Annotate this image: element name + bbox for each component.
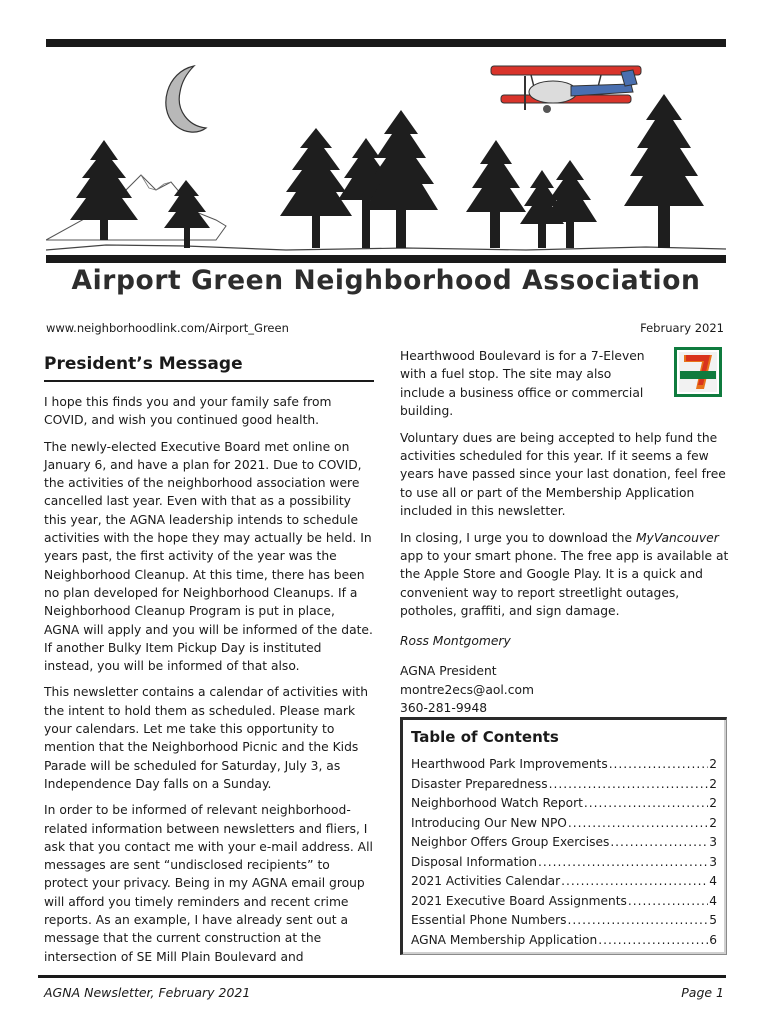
closing-paragraph: In closing, I urge you to download the MyVancouver app to your smart phone. The free app is available at the Apple Store and Google Play. It is a quick and convenient way to report streetlight outages, potholes, graffiti, and sign damage. <box>400 530 729 618</box>
toc-item[interactable]: Introducing Our New NPO ..... 2 <box>411 814 717 834</box>
footer-newsletter-title: AGNA Newsletter, February 2021 <box>44 985 251 1000</box>
toc-item[interactable]: AGNA Membership Application ..... 6 <box>411 931 717 951</box>
biplane-icon <box>491 66 641 113</box>
masthead-bottom-rule <box>46 255 726 263</box>
right-column <box>400 347 730 718</box>
toc-item[interactable]: 2021 Executive Board Assignments ..... 4 <box>411 892 717 912</box>
masthead-top-rule <box>46 39 726 47</box>
crescent-moon-icon <box>166 66 206 132</box>
signer-email[interactable]: montre2ecs@aol.com <box>400 682 534 697</box>
toc-item[interactable]: Disposal Information ..... 3 <box>411 853 717 873</box>
footer-rule <box>38 975 726 978</box>
toc-list <box>411 755 717 950</box>
toc-item[interactable]: 2021 Activities Calendar ..... 4 <box>411 872 717 892</box>
signer-phone: 360-281-9948 <box>400 701 488 716</box>
signature: Ross Montgomery <box>400 634 511 649</box>
toc-item[interactable]: Essential Phone Numbers ..... 5 <box>411 911 717 931</box>
message-paragraph-3: This newsletter contains a calendar of activities with the intent to hold them as scheduled. Please mark your calendars. Let me take this opportunity to mention that the Neighborhood Picnic and the Kids Parade will be scheduled for Saturday, July 3, as Independence Day falls on a Sunday. <box>44 685 368 791</box>
footer-page-number: Page 1 <box>681 985 724 1000</box>
seven-eleven-logo <box>674 347 722 397</box>
contact-block <box>400 662 730 718</box>
toc-item[interactable]: Neighbor Offers Group Exercises ..... 3 <box>411 833 717 853</box>
message-paragraph-2: The newly-elected Executive Board met online on January 6, and have a plan for 2021. Due to COVID, the activities of the neighborhood association were cancelled last year. Even with that as a possibility this year, the AGNA leadership intends to schedule activities with the hope they may actually be held. In years past, the first activity of the year was the Neighborhood Cleanup. At this time, there has been no plan developed for Neighborhood Cleanups. If a Neighborhood Cleanup Program is put in place, AGNA will apply and you will be informed of the date. If another Bulky Item Pickup Day is instituted instead, you will be informed of that also. <box>44 439 373 674</box>
left-column <box>44 354 374 974</box>
issue-date: February 2021 <box>640 321 724 335</box>
website-url[interactable]: www.neighborhoodlink.com/Airport_Green <box>46 321 289 335</box>
signer-role: AGNA President <box>400 664 497 679</box>
masthead-artwork <box>46 50 726 256</box>
message-paragraph-4: In order to be informed of relevant neighborhood-related information between newsletters and fliers, I ask that you contact me with your e-mail address. All messages are sent “undisclosed recipients” to protect your privacy. Being in my AGNA email group will afford you timely reminders and recent crime reports. As an example, I have already sent out a message that the current construction at the intersection of SE Mill Plain Boulevard and <box>44 803 373 964</box>
presidents-message-heading: President’s Message <box>44 354 374 382</box>
message-paragraph-continued: Hearthwood Boulevard is for a 7-Eleven with a fuel stop. The site may also include a business office or commercial building. <box>400 349 645 418</box>
toc-title: Table of Contents <box>411 728 559 746</box>
continued-paragraph-block <box>400 347 730 420</box>
message-paragraph-1: I hope this finds you and your family safe from COVID, and wish you continued good health. <box>44 395 332 428</box>
toc-item[interactable]: Neighborhood Watch Report ..... 2 <box>411 794 717 814</box>
dues-paragraph: Voluntary dues are being accepted to help fund the activities scheduled for this year. If it seems a few years have passed since your last donation, feel free to use all or part of the Membership Application included in this newsletter. <box>400 430 726 518</box>
toc-item[interactable]: Disaster Preparedness ..... 2 <box>411 775 717 795</box>
organization-title: Airport Green Neighborhood Association <box>71 265 701 296</box>
toc-item[interactable]: Hearthwood Park Improvements ..... 2 <box>411 755 717 775</box>
table-of-contents <box>400 717 727 955</box>
app-name: MyVancouver <box>635 530 719 545</box>
